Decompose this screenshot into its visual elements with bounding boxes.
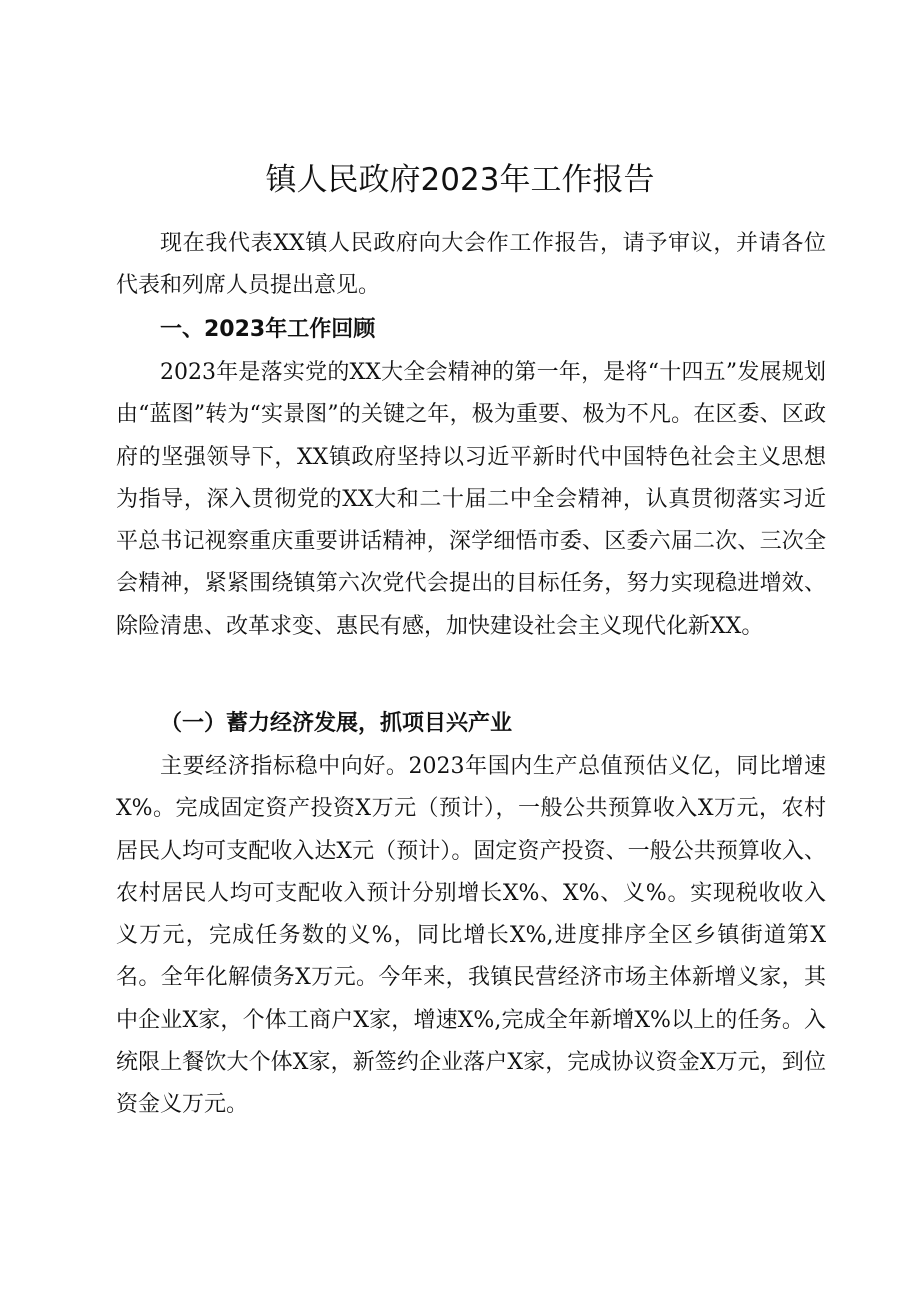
- document-title: 镇人民政府2023年工作报告: [265, 162, 655, 198]
- intro-paragraph: 现在我代表XX镇人民政府向大会作工作报告，请予审议，并请各位代表和列席人员提出意见。: [116, 231, 826, 299]
- section-heading-work-review: 一、2023年工作回顾: [160, 317, 376, 342]
- subsection-heading-economic-development: （一）蓄力经济发展，抓项目兴产业: [160, 711, 513, 736]
- work-review-paragraph: 2023年是落实党的XX大全会精神的第一年，是将“十四五”发展规划由“蓝图”转为“实景图”的关键之年，极为重要、极为不凡。在区委、区政府的坚强领导下，XX镇政府坚持以习近平新时代中国特色社会主义思想为指导，深入贯彻党的XX大和二十届二中全会精神，认真贯彻落实习近平总书记视察重庆重要讲话精神，深学细悟市委、区委六届二次、三次全会精神，紧紧围绕镇第六次党代会提出的目标任务，努力实现稳进增效、除险清患、改革求变、惠民有感，加快建设社会主义现代化新XX。: [116, 360, 826, 639]
- economic-development-paragraph: 主要经济指标稳中向好。2023年国内生产总值预估义亿，同比增速X%。完成固定资产投资X万元（预计），一般公共预算收入X万元，农村居民人均可支配收入达X元（预计）。固定资产投资、一般公共预算收入、农村居民人均可支配收入预计分别增长X%、X%、义%。实现税收收入义万元，完成任务数的义%，同比增长X%,进度排序全区乡镇街道第X名。全年化解债务X万元。今年来，我镇民营经济市场主体新增义家，其中企业X家，个体工商户X家，增速X%,完成全年新增X%以上的任务。入统限上餐饮大个体X家，新签约企业落户X家，完成协议资金X万元，到位资金义万元。: [116, 754, 826, 1118]
